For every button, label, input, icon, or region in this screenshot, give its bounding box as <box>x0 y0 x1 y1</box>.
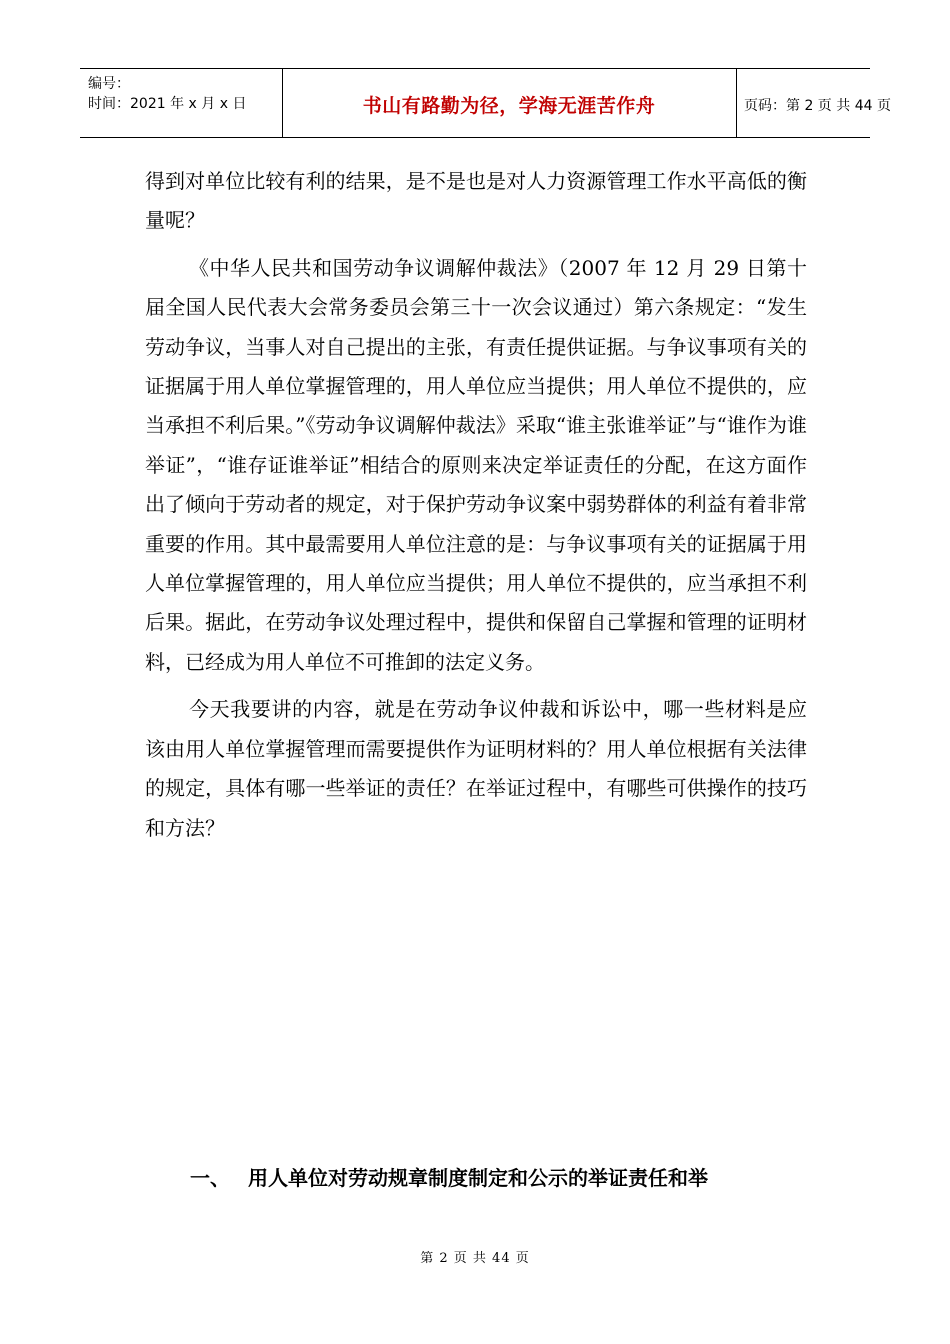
section-heading <box>190 1162 708 1191</box>
document-body <box>145 162 807 848</box>
document-number-label: 编号： <box>88 76 130 92</box>
section-title: 用人单位对劳动规章制度制定和公示的举证责任和举 <box>248 1166 708 1190</box>
document-date-label: 时间：2021 年 x 月 x 日 <box>88 96 247 112</box>
section-number: 一、 <box>190 1166 230 1190</box>
page-header <box>80 68 891 138</box>
paragraph-topic-intro: 今天我要讲的内容，就是在劳动争议仲裁和诉讼中，哪一些材料是应该由用人单位掌握管理而需要提供作为证明材料的？用人单位根据有关法律的规定，具体有哪一些举证的责任？在举证过程中，有哪些可供操作的技巧和方法？ <box>145 697 807 840</box>
header-page-cell <box>736 69 891 137</box>
paragraph-continued: 得到对单位比较有利的结果，是不是也是对人力资源管理工作水平高低的衡量呢？ <box>145 169 807 233</box>
header-meta-cell <box>80 69 283 137</box>
header-motto: 书山有路勤为径，学海无涯苦作舟 <box>362 95 656 117</box>
header-motto-cell <box>282 69 737 137</box>
header-page-number: 页码：第 2 页 共 44 页 <box>744 98 891 114</box>
page-footer: 第 2 页 共 44 页 <box>420 1251 530 1266</box>
paragraph-law-citation: 《中华人民共和国劳动争议调解仲裁法》（2007 年 12 月 29 日第十届全国人民代表大会常务委员会第三十一次会议通过）第六条规定：“发生劳动争议，当事人对自己提出的主张，有责任提供证据。与争议事项有关的证据属于用人单位掌握管理的，用人单位应当提供；用人单位不提供的，应当承担不利后果。”《劳动争议调解仲裁法》采取“谁主张谁举证”与“谁作为谁举证”，“谁存证谁举证”相结合的原则来决定举证责任的分配，在这方面作出了倾向于劳动者的规定，对于保护劳动争议案中弱势群体的利益有着非常重要的作用。其中最需要用人单位注意的是：与争议事项有关的证据属于用人单位掌握管理的，用人单位应当提供；用人单位不提供的，应当承担不利后果。据此，在劳动争议处理过程中，提供和保留自己掌握和管理的证明材料，已经成为用人单位不可推卸的法定义务。 <box>145 255 807 674</box>
